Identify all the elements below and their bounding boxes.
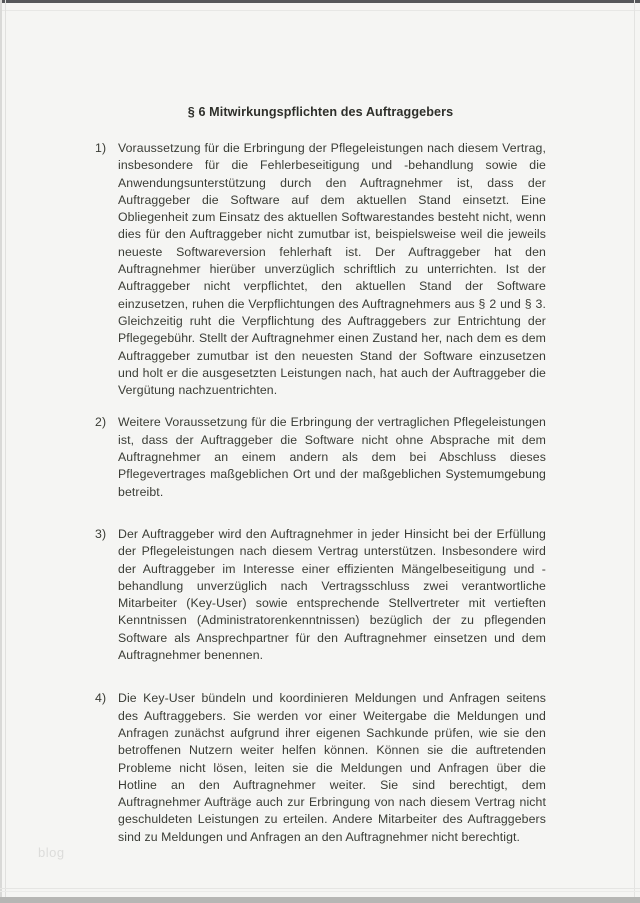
clause-text: Weitere Voraussetzung für die Erbringung der vertraglichen Pflegeleistungen ist, dass der Auftraggeber die Software nicht ohne Absprache mit dem Auftragnehmer an einem andern als dem bei Abschluss dieses Pflegevertrages maßgeblichen Ort und der maßgeblichen Systemumgebung betreibt. — [118, 415, 546, 499]
clause-number: 3) — [95, 526, 107, 541]
page-edge-top — [0, 0, 640, 3]
clause-text: Der Auftraggeber wird den Auftragnehmer in jeder Hinsicht bei der Erfüllung der Pflegeleistungen nach diesem Vertrag unterstützen. Insbesondere wird der Auftraggeber im Interesse einer effizienten Mängelbeseitigung und -behandlung unverzüglich nach Vertragsschluss zwei verantwortliche Mitarbeiter (Key-User) sowie entsprechende Stellvertreter mit vertieften Kenntnissen (Administratorenkenntnissen) bezüglich der zu pflegenden Software als Ansprechpartner für den Auftragnehmer einsetzen und dem Auftragnehmer benennen. — [118, 526, 546, 663]
page-hairline-left — [5, 0, 6, 903]
clause-text: Die Key-User bündeln und koordinieren Meldungen und Anfragen seitens des Auftraggebers. Sie werden vor einer Weitergabe die Meldungen und Anfragen zunächst aufgrund ihrer eigenen Sachkunde prüfen, wie sie den betroffenen Nutzern weiter helfen können. Können sie die auftretenden Probleme nicht lösen, leiten sie die Meldungen und Anfragen über die Hotline an den Auftragnehmer weiter. Sie sind berechtigt, dem Auftragnehmer Aufträge auch zur Erbringung von nach diesem Vertrag nicht geschuldeten Leistungen zu erteilen. Andere Mitarbeiter des Auftraggebers sind zu Meldungen und Anfragen an den Auftragnehmer nicht berechtigt. — [118, 691, 546, 844]
clause-item-3 — [95, 526, 546, 664]
clause-item-1 — [95, 140, 546, 399]
page-hairline-bottom — [0, 888, 640, 889]
clause-number: 4) — [95, 691, 107, 706]
section-title: § 6 Mitwirkungspflichten des Auftraggebers — [187, 105, 454, 119]
clause-item-2 — [95, 414, 546, 500]
page-edge-left — [0, 0, 2, 903]
clause-text: Voraussetzung für die Erbringung der Pflegeleistungen nach diesem Vertrag, insbesondere für die Fehlerbeseitigung und -behandlung sowie die Anwendungsunterstützung durch den Auftragnehmer ist, dass der Auftraggeber die Software auf dem aktuellen Stand einsetzt. Eine Obliegenheit zum Einsatz des aktuellen Softwarestandes besteht nicht, wenn dies für den Auftraggeber nicht zumutbar ist, beispielsweise weil die jeweils neueste Softwareversion fehlerhaft ist. Der Auftraggeber hat den Auftragnehmer hierüber unverzüglich schriftlich zu unterrichten. Ist der Auftraggeber nicht verpflichtet, den aktuellen Stand der Software einzusetzen, ruhen die Verpflichtungen des Auftragnehmers aus § 2 und § 3. Gleichzeitig ruht die Verpflichtung des Auftraggebers zur Entrichtung der Pflegegebühr. Stellt der Auftragnehmer einen Zustand her, nach dem es dem Auftraggeber zumutbar ist den neuesten Stand der Software einzusetzen und holt er die ausgesetzten Leistungen nach, hat auch der Auftraggeber die Vergütung nachzuentrichten. — [118, 141, 546, 398]
page-edge-bottom — [0, 897, 640, 903]
page-hairline-bottom-2 — [0, 891, 640, 892]
watermark-text: blog — [38, 845, 65, 860]
clause-item-4 — [95, 690, 546, 846]
clause-number: 1) — [95, 141, 107, 155]
clause-number: 2) — [95, 415, 107, 430]
page-hairline-right — [634, 0, 635, 903]
page-hairline-top — [0, 10, 640, 11]
document-body — [95, 104, 546, 846]
